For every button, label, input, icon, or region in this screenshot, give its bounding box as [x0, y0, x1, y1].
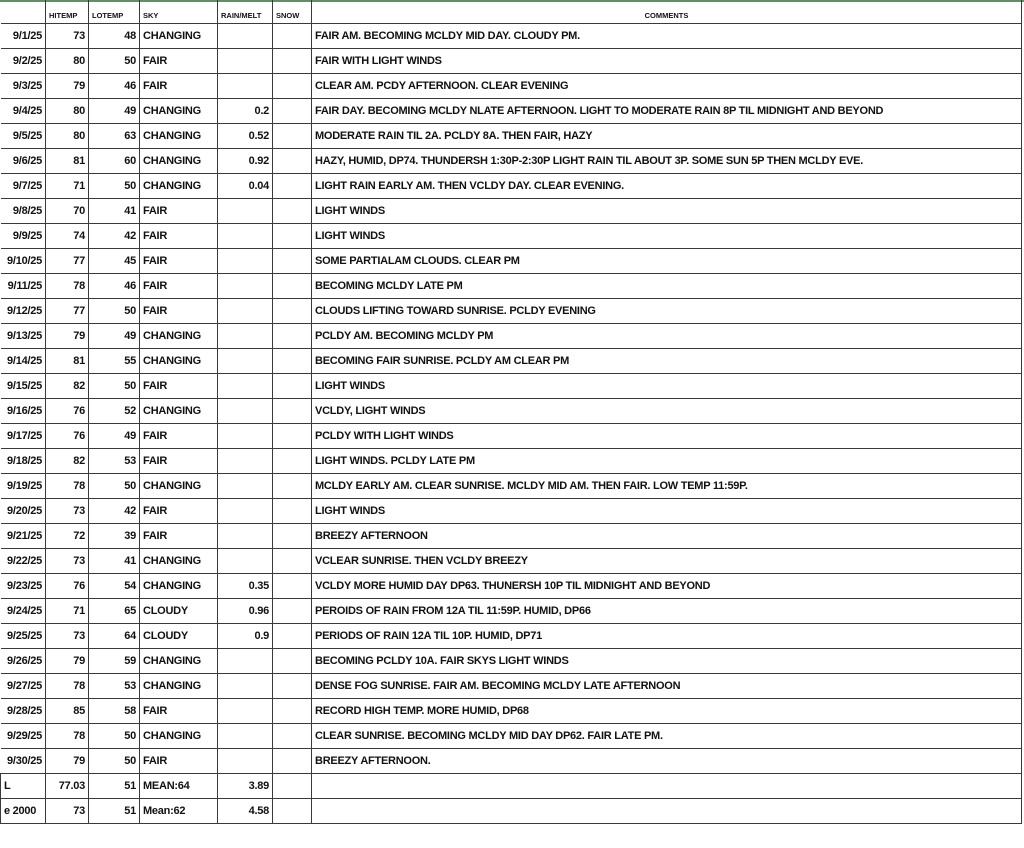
cell-rain-melt[interactable] — [218, 424, 273, 449]
cell-snow[interactable] — [273, 74, 312, 99]
table-row — [1, 624, 1022, 649]
cell-hitemp[interactable]: 79 — [46, 649, 89, 674]
cell-rain-melt[interactable]: 0.9 — [218, 624, 273, 649]
cell-snow[interactable] — [273, 374, 312, 399]
cell-hitemp[interactable]: 77 — [46, 249, 89, 274]
cell-snow[interactable] — [273, 499, 312, 524]
table-row — [1, 499, 1022, 524]
cell-date[interactable]: 9/12/25 — [1, 299, 46, 324]
cell-lotemp[interactable]: 64 — [89, 624, 140, 649]
cell-sky[interactable]: FAIR — [140, 499, 218, 524]
cell-sky[interactable]: CHANGING — [140, 674, 218, 699]
cell-hitemp[interactable]: 80 — [46, 49, 89, 74]
cell-hitemp[interactable]: 79 — [46, 74, 89, 99]
header-hitemp[interactable]: HITEMP — [46, 0, 89, 24]
cell-hitemp[interactable]: 79 — [46, 749, 89, 774]
cell-snow[interactable] — [273, 124, 312, 149]
cell-snow[interactable] — [273, 349, 312, 374]
cell-rain-melt[interactable]: 0.92 — [218, 149, 273, 174]
cell-sky[interactable]: CHANGING — [140, 24, 218, 49]
cell-sky[interactable]: MEAN:64 — [140, 774, 218, 799]
cell-hitemp[interactable]: 73 — [46, 499, 89, 524]
cell-date[interactable]: 9/27/25 — [1, 674, 46, 699]
cell-lotemp[interactable]: 49 — [89, 424, 140, 449]
cell-snow[interactable] — [273, 299, 312, 324]
table-row — [1, 74, 1022, 99]
cell-lotemp[interactable]: 41 — [89, 199, 140, 224]
cell-snow[interactable] — [273, 224, 312, 249]
cell-date[interactable]: 9/15/25 — [1, 374, 46, 399]
cell-sky[interactable]: CHANGING — [140, 99, 218, 124]
cell-sky[interactable]: Mean:62 — [140, 799, 218, 824]
cell-snow[interactable] — [273, 24, 312, 49]
cell-lotemp[interactable]: 50 — [89, 174, 140, 199]
table-row — [1, 124, 1022, 149]
cell-hitemp[interactable]: 73 — [46, 24, 89, 49]
table-row — [1, 424, 1022, 449]
cell-date[interactable]: 9/5/25 — [1, 124, 46, 149]
cell-hitemp[interactable]: 77.03 — [46, 774, 89, 799]
cell-comment[interactable]: LIGHT WINDS. PCLDY LATE PM — [312, 449, 1022, 474]
cell-summary-label[interactable]: e 2000 — [1, 799, 46, 824]
cell-comment[interactable]: VCLDY MORE HUMID DAY DP63. THUNERSH 10P TIL MIDNIGHT AND BEYOND — [312, 574, 1022, 599]
table-row — [1, 199, 1022, 224]
cell-comment[interactable]: SOME PARTIALAM CLOUDS. CLEAR PM — [312, 249, 1022, 274]
cell-snow[interactable] — [273, 649, 312, 674]
cell-comment[interactable]: BECOMING FAIR SUNRISE. PCLDY AM CLEAR PM — [312, 349, 1022, 374]
cell-rain-melt[interactable] — [218, 699, 273, 724]
cell-hitemp[interactable]: 81 — [46, 149, 89, 174]
cell-hitemp[interactable]: 77 — [46, 299, 89, 324]
cell-rain-melt[interactable]: 4.58 — [218, 799, 273, 824]
cell-date[interactable]: 9/26/25 — [1, 649, 46, 674]
cell-hitemp[interactable]: 76 — [46, 424, 89, 449]
cell-rain-melt[interactable] — [218, 274, 273, 299]
cell-date[interactable]: 9/19/25 — [1, 474, 46, 499]
cell-sky[interactable]: FAIR — [140, 274, 218, 299]
cell-rain-melt[interactable] — [218, 524, 273, 549]
cell-hitemp[interactable]: 70 — [46, 199, 89, 224]
cell-hitemp[interactable]: 71 — [46, 599, 89, 624]
cell-comment[interactable]: MODERATE RAIN TIL 2A. PCLDY 8A. THEN FAIR, HAZY — [312, 124, 1022, 149]
cell-comment[interactable]: VCLDY, LIGHT WINDS — [312, 399, 1022, 424]
cell-lotemp[interactable]: 58 — [89, 699, 140, 724]
cell-rain-melt[interactable] — [218, 74, 273, 99]
cell-comment[interactable]: LIGHT WINDS — [312, 199, 1022, 224]
header-comments[interactable]: COMMENTS — [312, 0, 1022, 24]
cell-rain-melt[interactable] — [218, 49, 273, 74]
cell-comment[interactable]: CLOUDS LIFTING TOWARD SUNRISE. PCLDY EVENING — [312, 299, 1022, 324]
cell-date[interactable]: 9/30/25 — [1, 749, 46, 774]
cell-date[interactable]: 9/17/25 — [1, 424, 46, 449]
cell-lotemp[interactable]: 51 — [89, 799, 140, 824]
cell-lotemp[interactable]: 46 — [89, 74, 140, 99]
cell-lotemp[interactable]: 50 — [89, 749, 140, 774]
cell-snow[interactable] — [273, 149, 312, 174]
cell-hitemp[interactable]: 73 — [46, 799, 89, 824]
cell-hitemp[interactable]: 78 — [46, 674, 89, 699]
table-row — [1, 174, 1022, 199]
table-row — [1, 324, 1022, 349]
cell-snow[interactable] — [273, 524, 312, 549]
cell-sky[interactable]: CLOUDY — [140, 599, 218, 624]
cell-lotemp[interactable]: 46 — [89, 274, 140, 299]
cell-comment[interactable]: CLEAR AM. PCDY AFTERNOON. CLEAR EVENING — [312, 74, 1022, 99]
cell-hitemp[interactable]: 82 — [46, 449, 89, 474]
cell-sky[interactable]: FAIR — [140, 49, 218, 74]
cell-sky[interactable]: FAIR — [140, 749, 218, 774]
cell-rain-melt[interactable] — [218, 474, 273, 499]
cell-snow[interactable] — [273, 549, 312, 574]
cell-snow[interactable] — [273, 799, 312, 824]
cell-lotemp[interactable]: 48 — [89, 24, 140, 49]
cell-date[interactable]: 9/4/25 — [1, 99, 46, 124]
cell-snow[interactable] — [273, 674, 312, 699]
cell-sky[interactable]: FAIR — [140, 74, 218, 99]
cell-snow[interactable] — [273, 449, 312, 474]
cell-snow[interactable] — [273, 424, 312, 449]
cell-summary-label[interactable]: L — [1, 774, 46, 799]
cell-snow[interactable] — [273, 774, 312, 799]
cell-rain-melt[interactable]: 0.35 — [218, 574, 273, 599]
cell-snow[interactable] — [273, 749, 312, 774]
cell-snow[interactable] — [273, 274, 312, 299]
cell-sky[interactable]: FAIR — [140, 424, 218, 449]
cell-comment[interactable]: DENSE FOG SUNRISE. FAIR AM. BECOMING MCLDY LATE AFTERNOON — [312, 674, 1022, 699]
table-row — [1, 374, 1022, 399]
cell-sky[interactable]: FAIR — [140, 449, 218, 474]
cell-hitemp[interactable]: 80 — [46, 99, 89, 124]
cell-snow[interactable] — [273, 724, 312, 749]
cell-hitemp[interactable]: 80 — [46, 124, 89, 149]
cell-date[interactable]: 9/23/25 — [1, 574, 46, 599]
header-date[interactable] — [1, 0, 46, 24]
cell-comment[interactable]: CLEAR SUNRISE. BECOMING MCLDY MID DAY DP62. FAIR LATE PM. — [312, 724, 1022, 749]
cell-hitemp[interactable]: 81 — [46, 349, 89, 374]
cell-date[interactable]: 9/18/25 — [1, 449, 46, 474]
cell-lotemp[interactable]: 49 — [89, 99, 140, 124]
cell-comment[interactable]: BECOMING MCLDY LATE PM — [312, 274, 1022, 299]
cell-hitemp[interactable]: 82 — [46, 374, 89, 399]
cell-lotemp[interactable]: 42 — [89, 224, 140, 249]
cell-comment[interactable]: MCLDY EARLY AM. CLEAR SUNRISE. MCLDY MID AM. THEN FAIR. LOW TEMP 11:59P. — [312, 474, 1022, 499]
cell-snow[interactable] — [273, 99, 312, 124]
header-row — [1, 0, 1022, 24]
cell-date[interactable]: 9/29/25 — [1, 724, 46, 749]
cell-sky[interactable]: FAIR — [140, 224, 218, 249]
cell-lotemp[interactable]: 42 — [89, 499, 140, 524]
header-rain-melt[interactable]: RAIN/MELT — [218, 0, 273, 24]
cell-rain-melt[interactable] — [218, 724, 273, 749]
cell-snow[interactable] — [273, 49, 312, 74]
cell-sky[interactable]: CHANGING — [140, 474, 218, 499]
header-lotemp[interactable]: LOTEMP — [89, 0, 140, 24]
cell-lotemp[interactable]: 49 — [89, 324, 140, 349]
cell-date[interactable]: 9/1/25 — [1, 24, 46, 49]
cell-hitemp[interactable]: 71 — [46, 174, 89, 199]
cell-sky[interactable]: CHANGING — [140, 724, 218, 749]
cell-sky[interactable]: FAIR — [140, 299, 218, 324]
cell-rain-melt[interactable] — [218, 749, 273, 774]
cell-sky[interactable]: FAIR — [140, 699, 218, 724]
cell-date[interactable]: 9/11/25 — [1, 274, 46, 299]
cell-rain-melt[interactable] — [218, 374, 273, 399]
cell-hitemp[interactable]: 76 — [46, 399, 89, 424]
table-row — [1, 224, 1022, 249]
cell-lotemp[interactable]: 59 — [89, 649, 140, 674]
cell-rain-melt[interactable]: 0.96 — [218, 599, 273, 624]
cell-snow[interactable] — [273, 199, 312, 224]
table-row — [1, 599, 1022, 624]
cell-snow[interactable] — [273, 324, 312, 349]
cell-rain-melt[interactable] — [218, 499, 273, 524]
cell-rain-melt[interactable] — [218, 449, 273, 474]
cell-comment[interactable]: BREEZY AFTERNOON. — [312, 749, 1022, 774]
cell-date[interactable]: 9/24/25 — [1, 599, 46, 624]
cell-comment[interactable]: VCLEAR SUNRISE. THEN VCLDY BREEZY — [312, 549, 1022, 574]
cell-lotemp[interactable]: 50 — [89, 374, 140, 399]
cell-comment[interactable] — [312, 774, 1022, 799]
table-row — [1, 24, 1022, 49]
table-row — [1, 674, 1022, 699]
cell-comment[interactable]: FAIR WITH LIGHT WINDS — [312, 49, 1022, 74]
cell-hitemp[interactable]: 78 — [46, 274, 89, 299]
table-row — [1, 399, 1022, 424]
cell-date[interactable]: 9/16/25 — [1, 399, 46, 424]
summary-row — [1, 774, 1022, 799]
cell-rain-melt[interactable]: 3.89 — [218, 774, 273, 799]
cell-lotemp[interactable]: 51 — [89, 774, 140, 799]
cell-snow[interactable] — [273, 599, 312, 624]
cell-date[interactable]: 9/13/25 — [1, 324, 46, 349]
cell-comment[interactable]: LIGHT WINDS — [312, 224, 1022, 249]
cell-lotemp[interactable]: 50 — [89, 49, 140, 74]
cell-date[interactable]: 9/6/25 — [1, 149, 46, 174]
cell-rain-melt[interactable] — [218, 674, 273, 699]
cell-rain-melt[interactable]: 0.52 — [218, 124, 273, 149]
cell-hitemp[interactable]: 79 — [46, 324, 89, 349]
table-row — [1, 299, 1022, 324]
table-row — [1, 749, 1022, 774]
cell-lotemp[interactable]: 45 — [89, 249, 140, 274]
cell-comment[interactable]: FAIR AM. BECOMING MCLDY MID DAY. CLOUDY PM. — [312, 24, 1022, 49]
cell-date[interactable]: 9/28/25 — [1, 699, 46, 724]
cell-date[interactable]: 9/22/25 — [1, 549, 46, 574]
cell-lotemp[interactable]: 53 — [89, 674, 140, 699]
table-row — [1, 249, 1022, 274]
cell-lotemp[interactable]: 50 — [89, 299, 140, 324]
cell-sky[interactable]: CHANGING — [140, 399, 218, 424]
cell-date[interactable]: 9/2/25 — [1, 49, 46, 74]
table-row — [1, 524, 1022, 549]
cell-comment[interactable]: PCLDY AM. BECOMING MCLDY PM — [312, 324, 1022, 349]
table-row — [1, 699, 1022, 724]
cell-comment[interactable]: LIGHT WINDS — [312, 374, 1022, 399]
table-row — [1, 474, 1022, 499]
cell-date[interactable]: 9/10/25 — [1, 249, 46, 274]
cell-lotemp[interactable]: 50 — [89, 724, 140, 749]
cell-comment[interactable]: LIGHT RAIN EARLY AM. THEN VCLDY DAY. CLEAR EVENING. — [312, 174, 1022, 199]
cell-rain-melt[interactable]: 0.04 — [218, 174, 273, 199]
cell-lotemp[interactable]: 55 — [89, 349, 140, 374]
cell-sky[interactable]: FAIR — [140, 249, 218, 274]
cell-sky[interactable]: CHANGING — [140, 649, 218, 674]
table-row — [1, 649, 1022, 674]
cell-snow[interactable] — [273, 249, 312, 274]
cell-date[interactable]: 9/20/25 — [1, 499, 46, 524]
cell-hitemp[interactable]: 85 — [46, 699, 89, 724]
cell-comment[interactable]: PEROIDS OF RAIN FROM 12A TIL 11:59P. HUMID, DP66 — [312, 599, 1022, 624]
cell-comment[interactable]: FAIR DAY. BECOMING MCLDY NLATE AFTERNOON. LIGHT TO MODERATE RAIN 8P TIL MIDNIGHT AND BEYOND — [312, 99, 1022, 124]
table-row — [1, 49, 1022, 74]
table-row — [1, 99, 1022, 124]
cell-sky[interactable]: FAIR — [140, 524, 218, 549]
cell-lotemp[interactable]: 50 — [89, 474, 140, 499]
cell-sky[interactable]: FAIR — [140, 199, 218, 224]
cell-date[interactable]: 9/25/25 — [1, 624, 46, 649]
table-row — [1, 149, 1022, 174]
cell-date[interactable]: 9/7/25 — [1, 174, 46, 199]
cell-snow[interactable] — [273, 624, 312, 649]
cell-date[interactable]: 9/9/25 — [1, 224, 46, 249]
cell-lotemp[interactable]: 54 — [89, 574, 140, 599]
table-row — [1, 574, 1022, 599]
cell-sky[interactable]: CHANGING — [140, 349, 218, 374]
cell-lotemp[interactable]: 63 — [89, 124, 140, 149]
cell-rain-melt[interactable] — [218, 549, 273, 574]
cell-lotemp[interactable]: 53 — [89, 449, 140, 474]
table-row — [1, 274, 1022, 299]
cell-hitemp[interactable]: 73 — [46, 624, 89, 649]
cell-snow[interactable] — [273, 699, 312, 724]
cell-rain-melt[interactable] — [218, 299, 273, 324]
table-row — [1, 549, 1022, 574]
cell-sky[interactable]: CHANGING — [140, 324, 218, 349]
cell-hitemp[interactable]: 78 — [46, 474, 89, 499]
table-row — [1, 349, 1022, 374]
cell-rain-melt[interactable] — [218, 649, 273, 674]
cell-comment[interactable]: BECOMING PCLDY 10A. FAIR SKYS LIGHT WINDS — [312, 649, 1022, 674]
cell-sky[interactable]: CHANGING — [140, 574, 218, 599]
cell-sky[interactable]: CHANGING — [140, 124, 218, 149]
cell-sky[interactable]: CHANGING — [140, 549, 218, 574]
cell-sky[interactable]: FAIR — [140, 374, 218, 399]
cell-hitemp[interactable]: 78 — [46, 724, 89, 749]
cell-lotemp[interactable]: 41 — [89, 549, 140, 574]
cell-rain-melt[interactable] — [218, 199, 273, 224]
cell-snow[interactable] — [273, 574, 312, 599]
cell-hitemp[interactable]: 76 — [46, 574, 89, 599]
cell-snow[interactable] — [273, 399, 312, 424]
cell-date[interactable]: 9/21/25 — [1, 524, 46, 549]
cell-rain-melt[interactable] — [218, 24, 273, 49]
cell-rain-melt[interactable] — [218, 224, 273, 249]
header-snow[interactable]: SNOW — [273, 0, 312, 24]
cell-date[interactable]: 9/3/25 — [1, 74, 46, 99]
cell-snow[interactable] — [273, 174, 312, 199]
cell-sky[interactable]: CHANGING — [140, 174, 218, 199]
cell-rain-melt[interactable] — [218, 399, 273, 424]
cell-lotemp[interactable]: 60 — [89, 149, 140, 174]
summary-row — [1, 799, 1022, 824]
cell-rain-melt[interactable] — [218, 249, 273, 274]
cell-rain-melt[interactable] — [218, 324, 273, 349]
cell-sky[interactable]: CHANGING — [140, 149, 218, 174]
table-row — [1, 724, 1022, 749]
cell-snow[interactable] — [273, 474, 312, 499]
cell-date[interactable]: 9/14/25 — [1, 349, 46, 374]
cell-comment[interactable]: PCLDY WITH LIGHT WINDS — [312, 424, 1022, 449]
cell-comment[interactable]: BREEZY AFTERNOON — [312, 524, 1022, 549]
cell-comment[interactable]: PERIODS OF RAIN 12A TIL 10P. HUMID, DP71 — [312, 624, 1022, 649]
header-sky[interactable]: SKY — [140, 0, 218, 24]
cell-hitemp[interactable]: 72 — [46, 524, 89, 549]
cell-lotemp[interactable]: 65 — [89, 599, 140, 624]
cell-hitemp[interactable]: 74 — [46, 224, 89, 249]
cell-sky[interactable]: CLOUDY — [140, 624, 218, 649]
cell-comment[interactable]: RECORD HIGH TEMP. MORE HUMID, DP68 — [312, 699, 1022, 724]
cell-comment[interactable]: LIGHT WINDS — [312, 499, 1022, 524]
cell-rain-melt[interactable] — [218, 349, 273, 374]
cell-date[interactable]: 9/8/25 — [1, 199, 46, 224]
cell-rain-melt[interactable]: 0.2 — [218, 99, 273, 124]
cell-comment[interactable] — [312, 799, 1022, 824]
cell-lotemp[interactable]: 39 — [89, 524, 140, 549]
table-row — [1, 449, 1022, 474]
cell-hitemp[interactable]: 73 — [46, 549, 89, 574]
cell-lotemp[interactable]: 52 — [89, 399, 140, 424]
cell-comment[interactable]: HAZY, HUMID, DP74. THUNDERSH 1:30P-2:30P LIGHT RAIN TIL ABOUT 3P. SOME SUN 5P THEN MCLDY EVE. — [312, 149, 1022, 174]
